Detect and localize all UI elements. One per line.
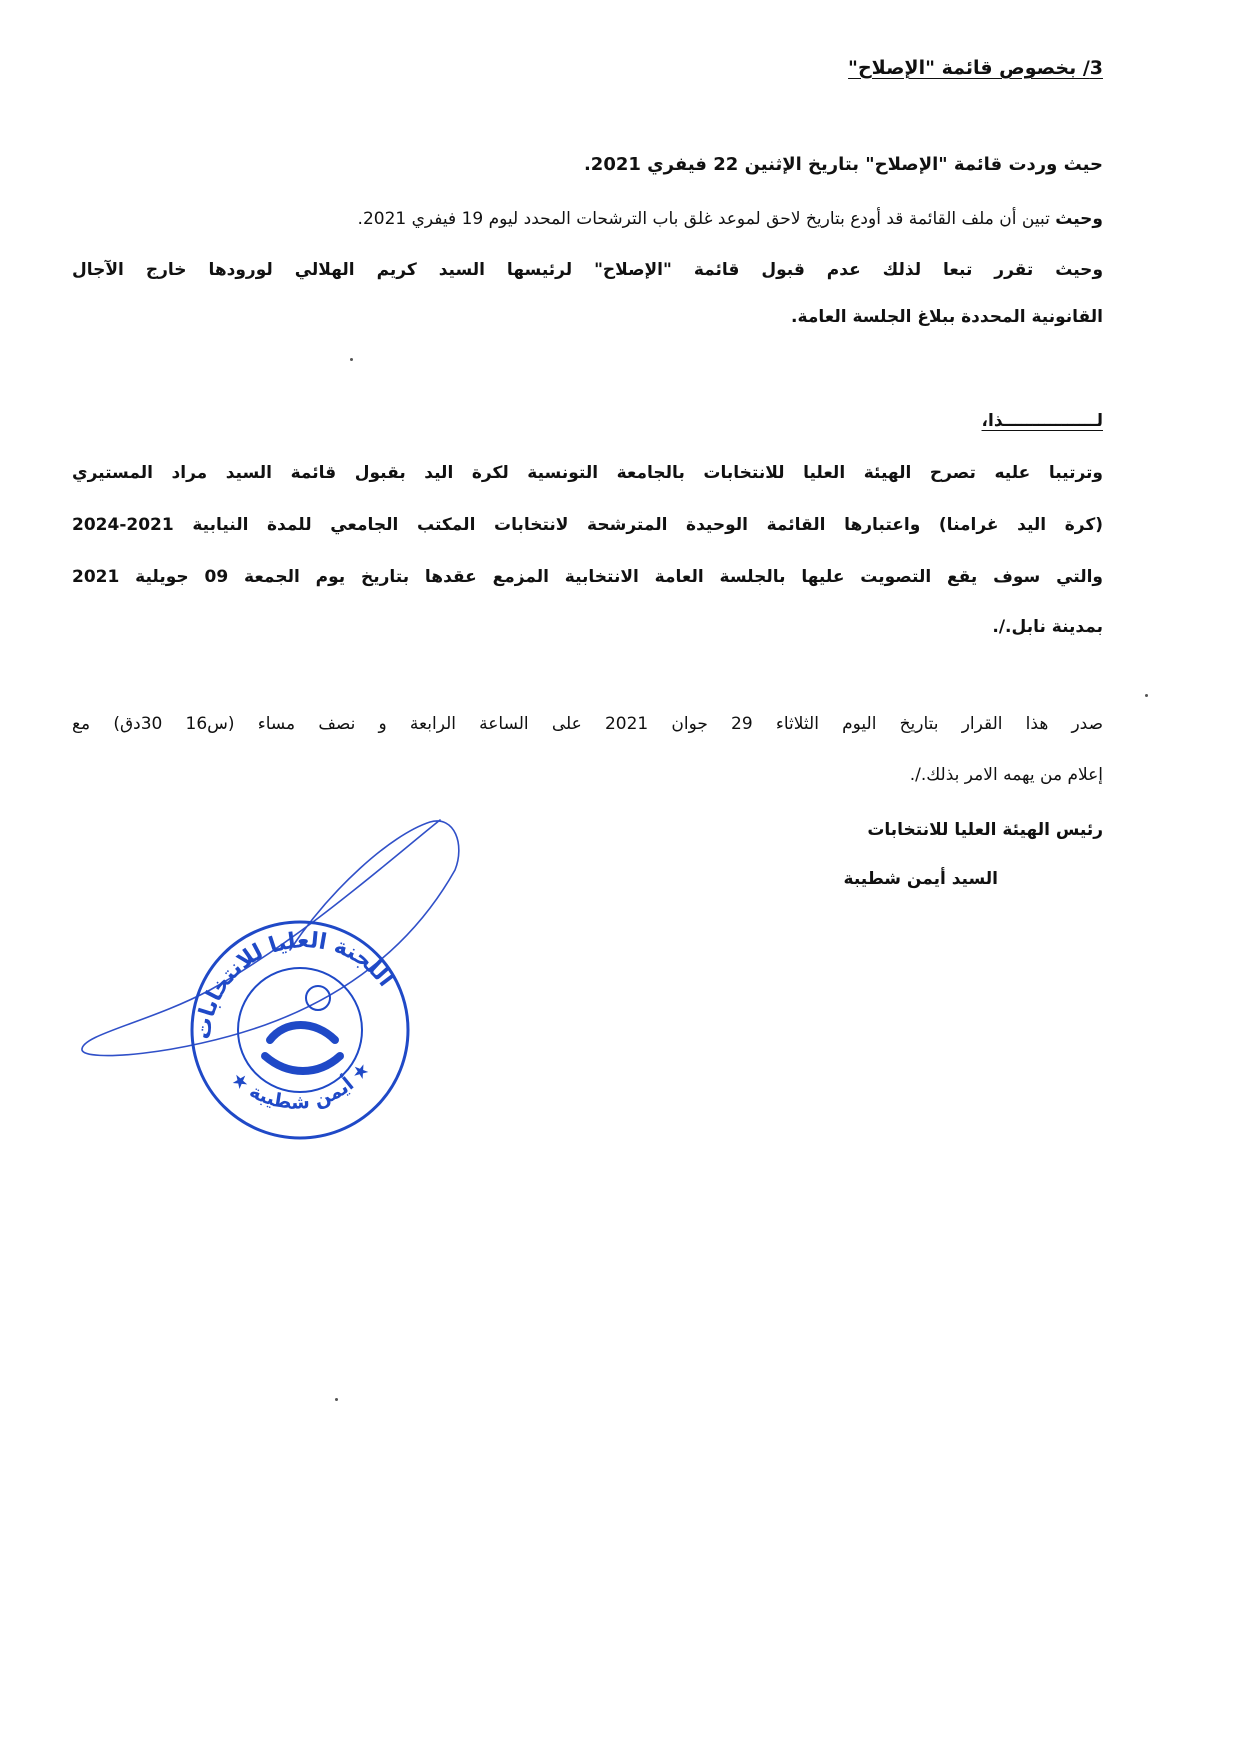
issuance-line-1: صدر هذا القرار بتاريخ اليوم الثلاثاء 29 جوان 2021 على الساعة الرابعة و نصف مساء (س16 30دق) مع [72,714,1104,734]
issuance-line-2: إعلام من يهمه الامر بذلك./. [909,765,1103,785]
scan-speck [335,1398,338,1401]
section-heading [848,55,1103,81]
signatory-title: رئيس الهيئة العليا للانتخابات [867,820,1103,840]
decision-line-2: (كرة اليد غرامنا) واعتبارها القائمة الوحيدة المترشحة لانتخابات المكتب الجامعي للمدة النيابية 2021-2024 [72,515,1103,535]
decision-line-4: بمدينة نابل./. [992,617,1103,637]
paragraph-late-filing [358,206,1103,232]
signatory-name: السيد أيمن شطيبة [843,869,998,889]
paragraph-prefix: وحيث [1055,209,1103,229]
decision-line-1: وترتيبا عليه تصرح الهيئة العليا للانتخابات بالجامعة التونسية لكرة اليد بقبول قائمة السيد مراد المستيري [72,463,1103,483]
official-stamp [60,800,480,1140]
paragraph-rejection-text: تقرر تبعا لذلك عدم قبول قائمة "الإصلاح" لرئيسها السيد كريم الهلالي لورودها خارج الآجال [72,260,1034,280]
paragraph-received-text: وردت قائمة "الإصلاح" بتاريخ الإثنين 22 فيفري 2021. [583,154,1058,175]
svg-text:رئيس اللجنة العليا للانتخابات [60,800,403,1041]
stamp-bottom-text: ★ أيمن شطيبة ★ [226,1058,375,1114]
section-heading-text: 3/ بخصوص قائمة "الإصلاح" [848,57,1103,79]
scan-speck [1145,694,1148,697]
stamp-emblem-icon [265,1025,340,1071]
paragraph-prefix: وحيث [1055,260,1104,280]
paragraph-rejection-line-1 [72,257,1103,283]
stamp-top-text: اللجنة العليا للانتخابات [190,928,399,1041]
paragraph-late-filing-text: تبين أن ملف القائمة قد أودع بتاريخ لاحق لموعد غلق باب الترشحات المحدد ليوم 19 فيفري 2021. [357,209,1050,229]
paragraph-rejection-line-2: القانونية المحددة ببلاغ الجلسة العامة. [791,307,1103,327]
stamp-svg [60,800,480,1140]
paragraph-received [584,152,1103,178]
scan-speck [350,358,353,361]
decision-line-3: والتي سوف يقع التصويت عليها بالجلسة العامة الانتخابية المزمع عقدها بتاريخ يوم الجمعة 09 جويلية 2021 [72,567,1103,587]
paragraph-prefix: حيث [1063,154,1103,175]
conclusion-label: لــــــــــــــــذا، [981,411,1103,431]
